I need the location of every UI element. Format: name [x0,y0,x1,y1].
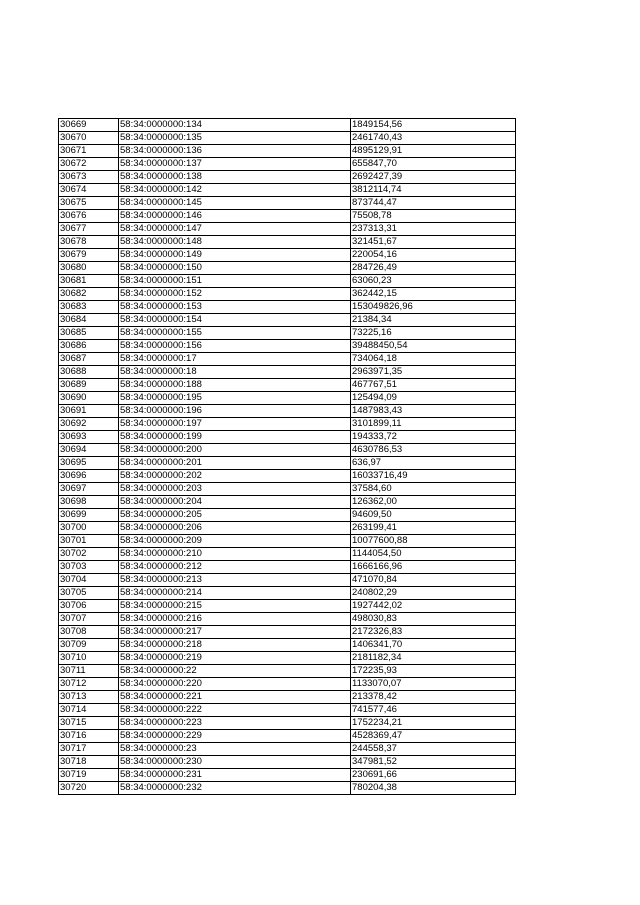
cadastral-number-cell: 58:34:0000000:212 [119,561,351,574]
value-cell: 153049826,96 [351,301,516,314]
cadastral-number-cell: 58:34:0000000:149 [119,249,351,262]
value-cell: 2692427,39 [351,171,516,184]
value-cell: 39488450,54 [351,340,516,353]
cadastral-number-cell: 58:34:0000000:216 [119,613,351,626]
value-cell: 1133070,07 [351,678,516,691]
table-row [59,470,516,483]
row-number-cell: 30718 [59,756,119,769]
value-cell: 4528369,47 [351,730,516,743]
value-cell: 10077600,88 [351,535,516,548]
row-number-cell: 30690 [59,392,119,405]
table-row [59,457,516,470]
cadastral-number-cell: 58:34:0000000:220 [119,678,351,691]
value-cell: 172235,93 [351,665,516,678]
row-number-cell: 30686 [59,340,119,353]
value-cell: 347981,52 [351,756,516,769]
table-row [59,587,516,600]
table-row [59,418,516,431]
value-cell: 1927442,02 [351,600,516,613]
value-cell: 471070,84 [351,574,516,587]
row-number-cell: 30689 [59,379,119,392]
value-cell: 4895129,91 [351,145,516,158]
value-cell: 194333,72 [351,431,516,444]
table-row [59,730,516,743]
table-row [59,366,516,379]
cadastral-number-cell: 58:34:0000000:203 [119,483,351,496]
value-cell: 780204,38 [351,782,516,795]
value-cell: 1487983,43 [351,405,516,418]
table-row [59,743,516,756]
table-row [59,704,516,717]
table-row [59,613,516,626]
value-cell: 213378,42 [351,691,516,704]
row-number-cell: 30706 [59,600,119,613]
row-number-cell: 30676 [59,210,119,223]
cadastral-number-cell: 58:34:0000000:135 [119,132,351,145]
row-number-cell: 30670 [59,132,119,145]
table-row [59,444,516,457]
row-number-cell: 30693 [59,431,119,444]
cadastral-number-cell: 58:34:0000000:153 [119,301,351,314]
cadastral-number-cell: 58:34:0000000:155 [119,327,351,340]
row-number-cell: 30679 [59,249,119,262]
row-number-cell: 30680 [59,262,119,275]
row-number-cell: 30701 [59,535,119,548]
row-number-cell: 30707 [59,613,119,626]
cadastral-number-cell: 58:34:0000000:218 [119,639,351,652]
row-number-cell: 30684 [59,314,119,327]
value-cell: 467767,51 [351,379,516,392]
row-number-cell: 30687 [59,353,119,366]
value-cell: 21384,34 [351,314,516,327]
row-number-cell: 30677 [59,223,119,236]
cadastral-number-cell: 58:34:0000000:210 [119,548,351,561]
table-row [59,223,516,236]
value-cell: 230691,66 [351,769,516,782]
table-row [59,145,516,158]
cadastral-number-cell: 58:34:0000000:222 [119,704,351,717]
table-row [59,197,516,210]
value-cell: 362442,15 [351,288,516,301]
value-cell: 37584,60 [351,483,516,496]
row-number-cell: 30681 [59,275,119,288]
row-number-cell: 30703 [59,561,119,574]
value-cell: 1849154,56 [351,119,516,132]
row-number-cell: 30678 [59,236,119,249]
cadastral-number-cell: 58:34:0000000:23 [119,743,351,756]
table-row [59,639,516,652]
value-cell: 4630786,53 [351,444,516,457]
table-row [59,405,516,418]
row-number-cell: 30715 [59,717,119,730]
cadastral-number-cell: 58:34:0000000:223 [119,717,351,730]
row-number-cell: 30710 [59,652,119,665]
cadastral-number-cell: 58:34:0000000:146 [119,210,351,223]
cadastral-number-cell: 58:34:0000000:205 [119,509,351,522]
cadastral-number-cell: 58:34:0000000:18 [119,366,351,379]
value-cell: 2461740,43 [351,132,516,145]
row-number-cell: 30708 [59,626,119,639]
table-row [59,626,516,639]
table-row [59,262,516,275]
cadastral-number-cell: 58:34:0000000:137 [119,158,351,171]
table-row [59,379,516,392]
value-cell: 741577,46 [351,704,516,717]
value-cell: 2181182,34 [351,652,516,665]
value-cell: 73225,16 [351,327,516,340]
table-row [59,496,516,509]
table-row [59,548,516,561]
cadastral-number-cell: 58:34:0000000:204 [119,496,351,509]
table-row [59,249,516,262]
value-cell: 1406341,70 [351,639,516,652]
table-row [59,288,516,301]
value-cell: 1144054,50 [351,548,516,561]
cadastral-number-cell: 58:34:0000000:219 [119,652,351,665]
value-cell: 126362,00 [351,496,516,509]
cadastral-number-cell: 58:34:0000000:17 [119,353,351,366]
value-cell: 655847,70 [351,158,516,171]
cadastral-number-cell: 58:34:0000000:148 [119,236,351,249]
row-number-cell: 30709 [59,639,119,652]
value-cell: 63060,23 [351,275,516,288]
table-row [59,210,516,223]
table-row [59,756,516,769]
table-row [59,132,516,145]
table-row [59,392,516,405]
data-table-body [59,119,516,795]
cadastral-number-cell: 58:34:0000000:215 [119,600,351,613]
value-cell: 873744,47 [351,197,516,210]
value-cell: 240802,29 [351,587,516,600]
row-number-cell: 30669 [59,119,119,132]
cadastral-number-cell: 58:34:0000000:197 [119,418,351,431]
table-row [59,184,516,197]
cadastral-number-cell: 58:34:0000000:231 [119,769,351,782]
row-number-cell: 30688 [59,366,119,379]
cadastral-number-cell: 58:34:0000000:22 [119,665,351,678]
table-row [59,509,516,522]
row-number-cell: 30682 [59,288,119,301]
value-cell: 2172326,83 [351,626,516,639]
table-row [59,327,516,340]
row-number-cell: 30672 [59,158,119,171]
data-table [58,118,516,795]
value-cell: 237313,31 [351,223,516,236]
row-number-cell: 30702 [59,548,119,561]
cadastral-number-cell: 58:34:0000000:217 [119,626,351,639]
value-cell: 75508,78 [351,210,516,223]
table-row [59,236,516,249]
value-cell: 734064,18 [351,353,516,366]
table-row [59,301,516,314]
row-number-cell: 30700 [59,522,119,535]
value-cell: 125494,09 [351,392,516,405]
row-number-cell: 30713 [59,691,119,704]
cadastral-number-cell: 58:34:0000000:150 [119,262,351,275]
value-cell: 321451,67 [351,236,516,249]
cadastral-number-cell: 58:34:0000000:188 [119,379,351,392]
row-number-cell: 30717 [59,743,119,756]
row-number-cell: 30683 [59,301,119,314]
table-row [59,665,516,678]
value-cell: 16033716,49 [351,470,516,483]
row-number-cell: 30675 [59,197,119,210]
cadastral-number-cell: 58:34:0000000:136 [119,145,351,158]
value-cell: 3101899,11 [351,418,516,431]
cadastral-number-cell: 58:34:0000000:230 [119,756,351,769]
cadastral-number-cell: 58:34:0000000:206 [119,522,351,535]
table-row [59,314,516,327]
table-row [59,483,516,496]
table-row [59,275,516,288]
value-cell: 94609,50 [351,509,516,522]
value-cell: 244558,37 [351,743,516,756]
value-cell: 220054,16 [351,249,516,262]
table-row [59,600,516,613]
cadastral-number-cell: 58:34:0000000:145 [119,197,351,210]
row-number-cell: 30696 [59,470,119,483]
row-number-cell: 30697 [59,483,119,496]
row-number-cell: 30673 [59,171,119,184]
cadastral-number-cell: 58:34:0000000:229 [119,730,351,743]
row-number-cell: 30674 [59,184,119,197]
row-number-cell: 30694 [59,444,119,457]
row-number-cell: 30695 [59,457,119,470]
cadastral-number-cell: 58:34:0000000:232 [119,782,351,795]
table-row [59,691,516,704]
row-number-cell: 30712 [59,678,119,691]
cadastral-number-cell: 58:34:0000000:200 [119,444,351,457]
cadastral-number-cell: 58:34:0000000:151 [119,275,351,288]
row-number-cell: 30720 [59,782,119,795]
value-cell: 2963971,35 [351,366,516,379]
row-number-cell: 30714 [59,704,119,717]
row-number-cell: 30716 [59,730,119,743]
row-number-cell: 30704 [59,574,119,587]
cadastral-number-cell: 58:34:0000000:154 [119,314,351,327]
row-number-cell: 30671 [59,145,119,158]
table-row [59,431,516,444]
row-number-cell: 30711 [59,665,119,678]
cadastral-number-cell: 58:34:0000000:202 [119,470,351,483]
cadastral-number-cell: 58:34:0000000:209 [119,535,351,548]
cadastral-number-cell: 58:34:0000000:147 [119,223,351,236]
cadastral-number-cell: 58:34:0000000:201 [119,457,351,470]
value-cell: 1666166,96 [351,561,516,574]
cadastral-number-cell: 58:34:0000000:142 [119,184,351,197]
cadastral-number-cell: 58:34:0000000:196 [119,405,351,418]
value-cell: 3812114,74 [351,184,516,197]
table-row [59,119,516,132]
table-row [59,574,516,587]
row-number-cell: 30705 [59,587,119,600]
table-row [59,652,516,665]
table-row [59,171,516,184]
cadastral-number-cell: 58:34:0000000:134 [119,119,351,132]
row-number-cell: 30692 [59,418,119,431]
row-number-cell: 30699 [59,509,119,522]
table-row [59,769,516,782]
cadastral-number-cell: 58:34:0000000:214 [119,587,351,600]
cadastral-number-cell: 58:34:0000000:152 [119,288,351,301]
cadastral-number-cell: 58:34:0000000:138 [119,171,351,184]
cadastral-number-cell: 58:34:0000000:156 [119,340,351,353]
table-row [59,353,516,366]
value-cell: 636,97 [351,457,516,470]
table-row [59,340,516,353]
value-cell: 498030,83 [351,613,516,626]
table-row [59,678,516,691]
table-row [59,522,516,535]
cadastral-number-cell: 58:34:0000000:199 [119,431,351,444]
row-number-cell: 30685 [59,327,119,340]
cadastral-number-cell: 58:34:0000000:195 [119,392,351,405]
table-row [59,782,516,795]
row-number-cell: 30698 [59,496,119,509]
table-row [59,158,516,171]
table-row [59,535,516,548]
value-cell: 263199,41 [351,522,516,535]
table-row [59,561,516,574]
cadastral-number-cell: 58:34:0000000:221 [119,691,351,704]
value-cell: 284726,49 [351,262,516,275]
cadastral-number-cell: 58:34:0000000:213 [119,574,351,587]
row-number-cell: 30691 [59,405,119,418]
table-row [59,717,516,730]
row-number-cell: 30719 [59,769,119,782]
value-cell: 1752234,21 [351,717,516,730]
